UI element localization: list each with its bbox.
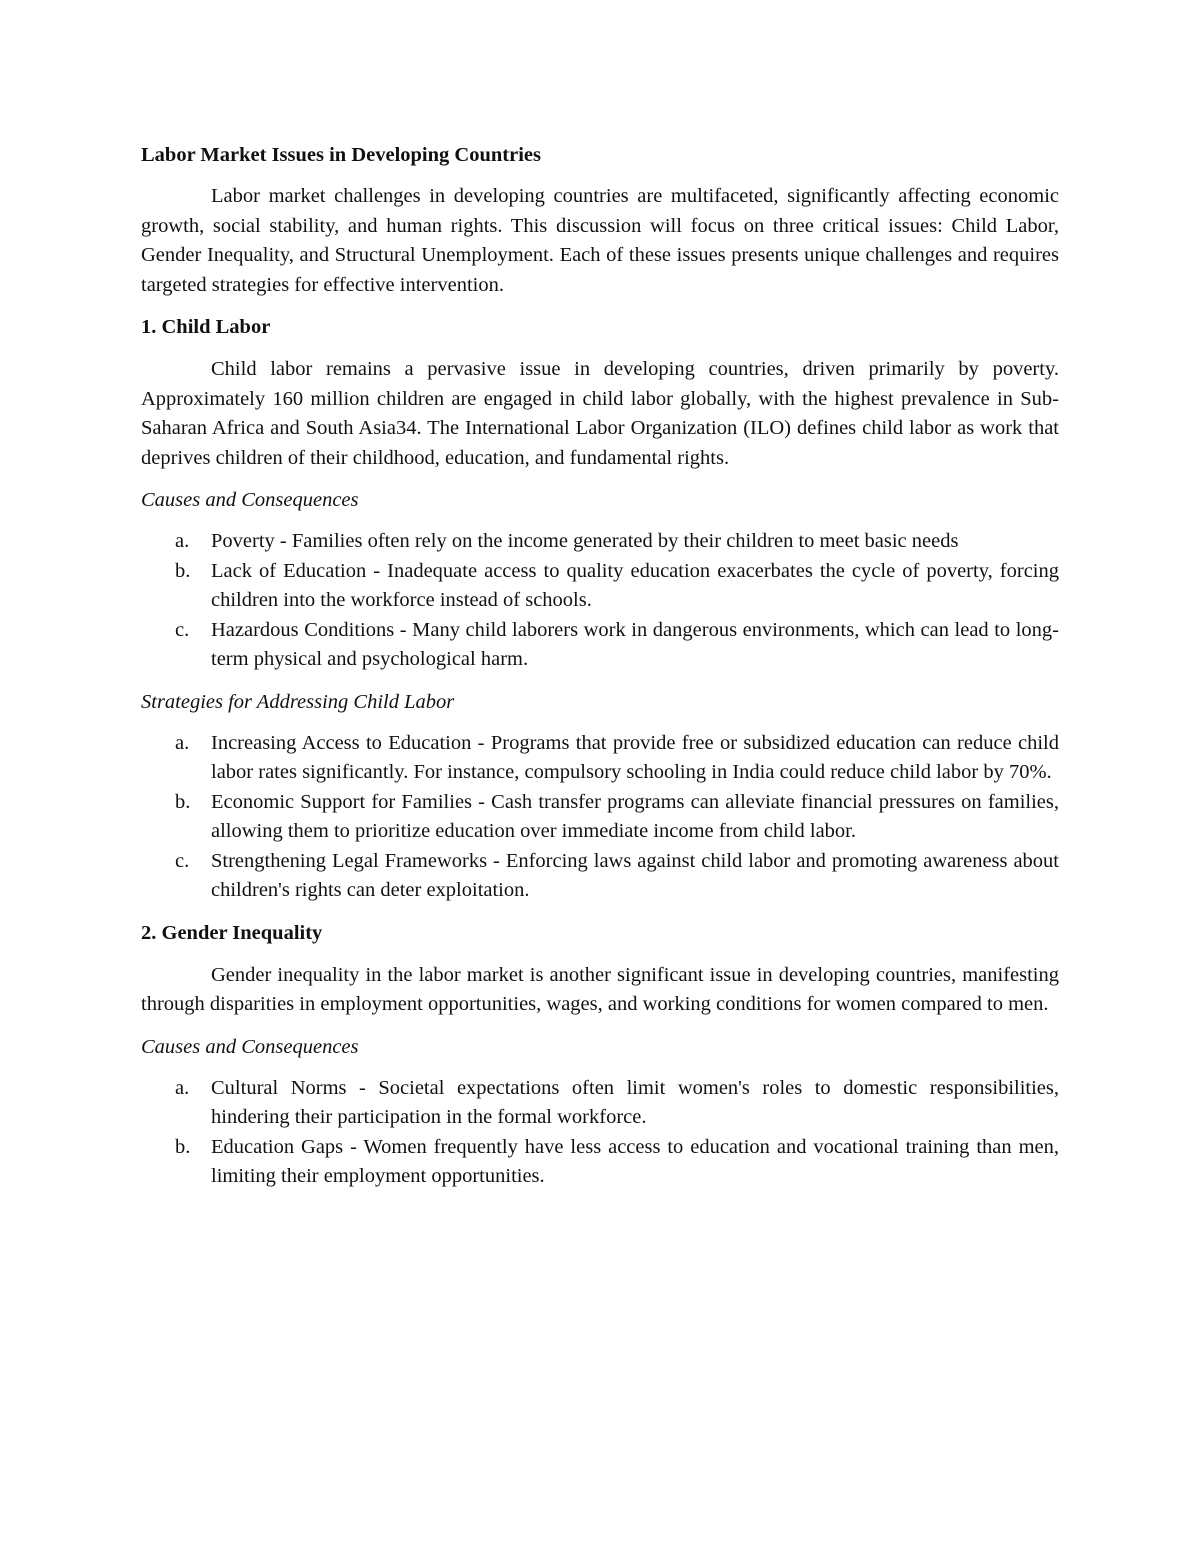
child-labor-strategies-heading: Strategies for Addressing Child Labor (141, 690, 455, 713)
list-item-text: Poverty - Families often rely on the income generated by their children to meet basic needs (211, 530, 959, 552)
list-item-text: Strengthening Legal Frameworks - Enforcing laws against child labor and promoting awareness about children's rights can deter exploitation. (211, 849, 1059, 901)
section-heading-child-labor: 1. Child Labor (141, 316, 271, 338)
list-marker: c. (175, 849, 190, 872)
child-labor-strategies-list (141, 729, 1059, 906)
list-item-text: Hazardous Conditions - Many child laborers work in dangerous environments, which can lead to long-term physical and psychological harm. (211, 618, 1059, 670)
list-item (141, 847, 1059, 906)
document-page (141, 140, 1059, 1204)
list-item (141, 1133, 1059, 1192)
list-item (141, 729, 1059, 788)
list-marker: b. (175, 790, 191, 813)
list-marker: b. (175, 559, 191, 582)
list-item (141, 788, 1059, 847)
list-item (141, 616, 1059, 675)
list-marker: a. (175, 731, 190, 754)
document-title: Labor Market Issues in Developing Countries (141, 144, 541, 166)
list-item (141, 1074, 1059, 1133)
list-item (141, 557, 1059, 616)
child-labor-causes-heading: Causes and Consequences (141, 489, 359, 511)
gender-inequality-paragraph: Gender inequality in the labor market is another significant issue in developing countries, manifesting through disparities in employment opportunities, wages, and working conditions for women compared to men. (141, 963, 1059, 1015)
child-labor-paragraph: Child labor remains a pervasive issue in developing countries, driven primarily by poverty. Approximately 160 million children are engaged in child labor globally, with the highest prevalence in Sub-Saharan Africa and South Asia34. The International Labor Organization (ILO) defines child labor as work that deprives children of their childhood, education, and fundamental rights. (141, 358, 1059, 469)
intro-paragraph: Labor market challenges in developing countries are multifaceted, significantly affecting economic growth, social stability, and human rights. This discussion will focus on three critical issues: Child Labor, Gender Inequality, and Structural Unemployment. Each of these issues presents unique challenges and requires targeted strategies for effective intervention. (141, 185, 1059, 296)
list-item-text: Education Gaps - Women frequently have less access to education and vocational training than men, limiting their employment opportunities. (211, 1135, 1059, 1187)
gender-inequality-causes-heading: Causes and Consequences (141, 1035, 359, 1058)
child-labor-causes-list (141, 527, 1059, 675)
list-marker: b. (175, 1135, 191, 1158)
list-item-text: Increasing Access to Education - Programs that provide free or subsidized education can reduce child labor rates significantly. For instance, compulsory schooling in India could reduce child labor by 70%. (211, 731, 1059, 783)
list-marker: a. (175, 530, 190, 552)
section-heading-gender-inequality: 2. Gender Inequality (141, 921, 323, 944)
list-marker: a. (175, 1076, 190, 1099)
list-item-text: Economic Support for Families - Cash transfer programs can alleviate financial pressures on families, allowing them to prioritize education over immediate income from child labor. (211, 790, 1059, 842)
list-item-text: Cultural Norms - Societal expectations often limit women's roles to domestic responsibilities, hindering their participation in the formal workforce. (211, 1076, 1059, 1128)
gender-inequality-causes-list (141, 1074, 1059, 1192)
list-item (141, 527, 1059, 557)
list-item-text: Lack of Education - Inadequate access to quality education exacerbates the cycle of poverty, forcing children into the workforce instead of schools. (211, 559, 1059, 611)
list-marker: c. (175, 618, 190, 641)
